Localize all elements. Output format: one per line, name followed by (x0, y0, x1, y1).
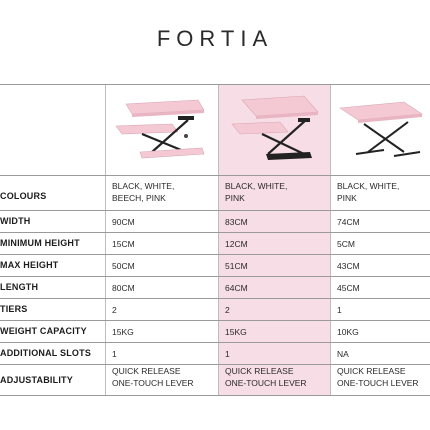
cell-width-1: 90CM (112, 217, 135, 227)
row-divider (0, 276, 430, 277)
cell-max-height-2: 51CM (225, 261, 248, 271)
row-label-tiers: TIERS (0, 304, 28, 314)
row-divider (0, 210, 430, 211)
cell-colours-3: BLACK, WHITE, PINK (337, 181, 400, 203)
cell-max-height-3: 43CM (337, 261, 360, 271)
row-label-min-height: MINIMUM HEIGHT (0, 238, 80, 248)
cell-tiers-1: 2 (112, 305, 117, 315)
row-divider (0, 232, 430, 233)
cell-min-height-2: 12CM (225, 239, 248, 249)
cell-length-3: 45CM (337, 283, 360, 293)
cell-length-1: 80CM (112, 283, 135, 293)
product-image-3 (334, 98, 428, 164)
cell-tiers-3: 1 (337, 305, 342, 315)
row-label-max-height: MAX HEIGHT (0, 260, 59, 270)
cell-adjustability-2: QUICK RELEASE ONE-TOUCH LEVER (225, 366, 307, 388)
cell-min-height-1: 15CM (112, 239, 135, 249)
cell-width-3: 74CM (337, 217, 360, 227)
column-divider (218, 84, 219, 395)
cell-min-height-3: 5CM (337, 239, 355, 249)
row-divider (0, 84, 430, 85)
row-divider (0, 320, 430, 321)
cell-weight-capacity-2: 15KG (225, 327, 247, 337)
row-label-weight-capacity: WEIGHT CAPACITY (0, 326, 87, 336)
row-label-additional-slots: ADDITIONAL SLOTS (0, 348, 92, 358)
cell-width-2: 83CM (225, 217, 248, 227)
cell-adjustability-1: QUICK RELEASE ONE-TOUCH LEVER (112, 366, 194, 388)
cell-colours-1: BLACK, WHITE, BEECH, PINK (112, 181, 175, 203)
cell-tiers-2: 2 (225, 305, 230, 315)
cell-colours-2: BLACK, WHITE, PINK (225, 181, 288, 203)
row-divider (0, 342, 430, 343)
product-image-2 (222, 90, 326, 164)
cell-additional-slots-2: 1 (225, 349, 230, 359)
table-bottom-border (0, 395, 430, 396)
row-label-colours: COLOURS (0, 191, 47, 201)
cell-adjustability-3: QUICK RELEASE ONE-TOUCH LEVER (337, 366, 419, 388)
cell-weight-capacity-3: 10KG (337, 327, 359, 337)
product-image-1 (112, 94, 212, 164)
column-divider (330, 84, 331, 395)
cell-additional-slots-3: NA (337, 349, 349, 359)
row-label-adjustability: ADJUSTABILITY (0, 375, 73, 385)
row-divider (0, 175, 430, 176)
cell-additional-slots-1: 1 (112, 349, 117, 359)
row-label-width: WIDTH (0, 216, 31, 226)
cell-weight-capacity-1: 15KG (112, 327, 134, 337)
row-divider (0, 298, 430, 299)
cell-max-height-1: 50CM (112, 261, 135, 271)
column-divider (105, 84, 106, 395)
cell-length-2: 64CM (225, 283, 248, 293)
brand-logo: FORTIA (156, 26, 274, 51)
row-label-length: LENGTH (0, 282, 39, 292)
row-divider (0, 254, 430, 255)
